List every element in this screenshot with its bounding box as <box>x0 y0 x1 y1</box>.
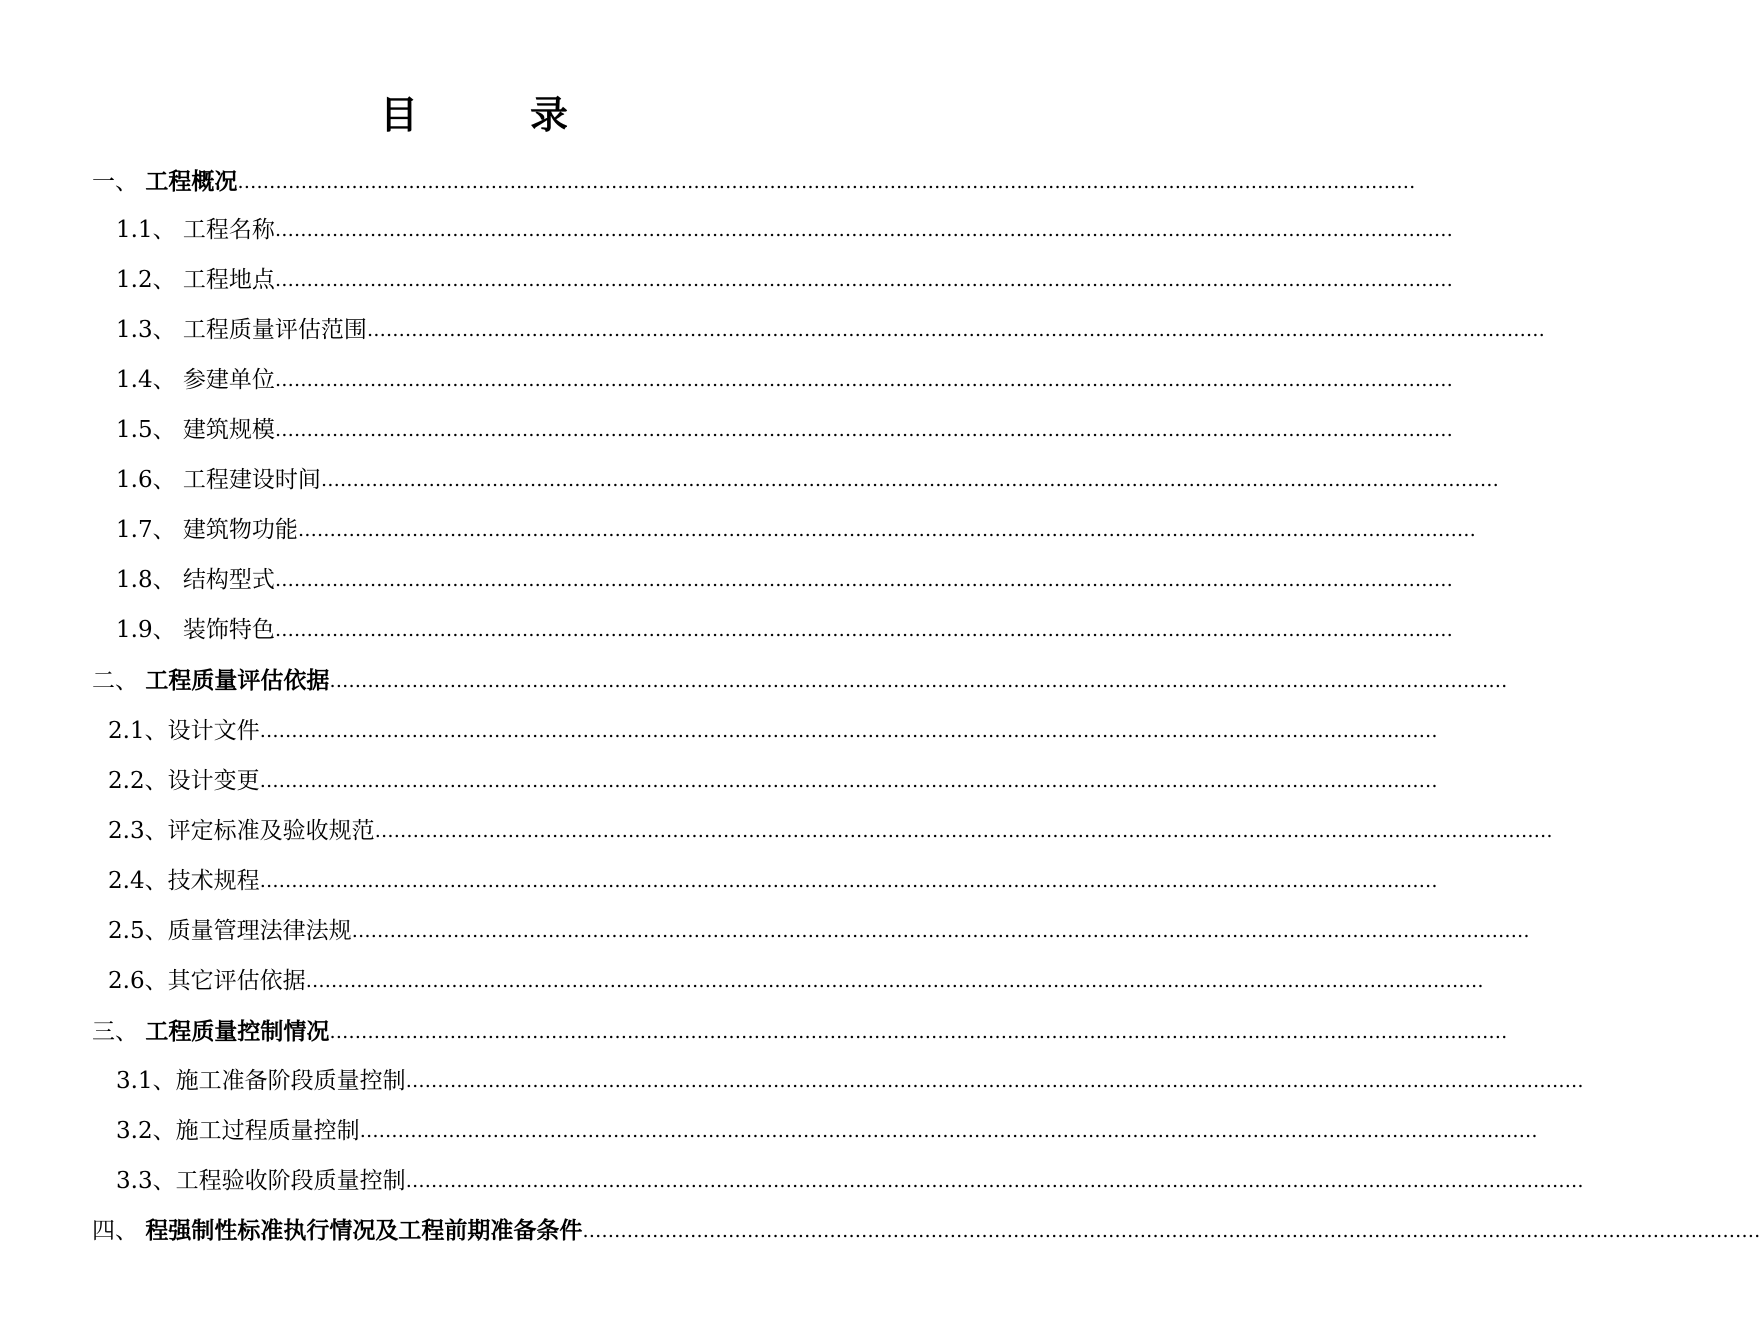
toc-separator <box>138 1012 145 1052</box>
toc-entry-2-4[interactable] <box>108 861 1438 901</box>
toc-number: 2.1、 <box>108 718 168 744</box>
toc-separator <box>176 510 183 550</box>
toc-title: 施工过程质量控制 <box>175 1118 360 1144</box>
toc-number: 2.6、 <box>108 968 168 994</box>
toc-number: 1.1、 <box>116 217 176 243</box>
toc-separator <box>176 260 183 300</box>
toc-number: 1.9、 <box>116 617 176 643</box>
toc-leader: …………………………………………………………………………………………………………………………………………………………………… <box>305 970 1484 992</box>
toc-title: 程强制性标准执行情况及工程前期准备条件 <box>145 1217 583 1244</box>
toc-entry-1[interactable] <box>92 162 1416 202</box>
toc-separator <box>138 162 145 202</box>
toc-number: 1.7、 <box>116 517 176 543</box>
toc-entry-3[interactable] <box>92 1012 1508 1052</box>
toc-title: 工程质量控制情况 <box>145 1018 330 1045</box>
toc-leader: …………………………………………………………………………………………………………………………………………………………………… <box>359 1120 1538 1142</box>
toc-number: 三、 <box>92 1019 138 1045</box>
toc-leader: …………………………………………………………………………………………………………………………………………………………………… <box>237 171 1416 193</box>
toc-number: 1.6、 <box>116 467 176 493</box>
toc-separator <box>176 460 183 500</box>
toc-entry-2[interactable] <box>92 661 1508 701</box>
toc-leader: …………………………………………………………………………………………………………………………………………………………………… <box>297 519 1476 541</box>
toc-separator <box>176 610 183 650</box>
toc-entry-2-6[interactable] <box>108 961 1484 1001</box>
toc-leader: …………………………………………………………………………………………………………………………………………………………………… <box>274 369 1453 391</box>
toc-title: 质量管理法律法规 <box>167 918 352 944</box>
page-title <box>0 84 950 139</box>
toc-title: 工程地点 <box>182 267 275 293</box>
toc-leader: …………………………………………………………………………………………………………………………………………………………………… <box>274 619 1453 641</box>
toc-title: 工程质量评估依据 <box>145 667 330 694</box>
toc-leader: …………………………………………………………………………………………………………………………………………………………………… <box>259 870 1438 892</box>
toc-title: 装饰特色 <box>182 617 275 643</box>
toc-title: 建筑物功能 <box>182 517 298 543</box>
toc-title: 结构型式 <box>182 567 275 593</box>
toc-number: 1.3、 <box>116 317 176 343</box>
toc-leader: …………………………………………………………………………………………………………………………………………………………………… <box>274 419 1453 441</box>
toc-title: 工程验收阶段质量控制 <box>175 1168 406 1194</box>
toc-entry-1-8[interactable] <box>116 560 1453 600</box>
toc-separator <box>176 560 183 600</box>
toc-leader: …………………………………………………………………………………………………………………………………………………………………… <box>351 920 1530 942</box>
toc-entry-1-5[interactable] <box>116 410 1453 450</box>
toc-leader: …………………………………………………………………………………………………………………………………………………………………… <box>405 1170 1584 1192</box>
toc-entry-3-2[interactable] <box>116 1111 1538 1151</box>
toc-title: 工程建设时间 <box>182 467 321 493</box>
toc-leader: …………………………………………………………………………………………………………………………………………………………………… <box>329 670 1508 692</box>
toc-leader: …………………………………………………………………………………………………………………………………………………………………… <box>274 569 1453 591</box>
toc-entry-1-2[interactable] <box>116 260 1453 300</box>
title-char-2: 录 <box>530 92 571 137</box>
toc-number: 1.2、 <box>116 267 176 293</box>
toc-leader: …………………………………………………………………………………………………………………………………………………………………… <box>259 720 1438 742</box>
toc-leader: …………………………………………………………………………………………………………………………………………………………………… <box>366 319 1545 341</box>
toc-separator <box>138 661 145 701</box>
toc-leader: …………………………………………………………………………………………………………………………………………………………………… <box>274 269 1453 291</box>
toc-separator <box>138 1211 145 1251</box>
toc-leader: …………………………………………………………………………………………………………………………………………………………………… <box>582 1220 1760 1242</box>
toc-leader: …………………………………………………………………………………………………………………………………………………………………… <box>274 219 1453 241</box>
toc-entry-1-4[interactable] <box>116 360 1453 400</box>
toc-separator <box>176 310 183 350</box>
toc-separator <box>176 360 183 400</box>
toc-title: 设计变更 <box>167 768 260 794</box>
toc-number: 1.5、 <box>116 417 176 443</box>
toc-title: 参建单位 <box>182 367 275 393</box>
toc-leader: …………………………………………………………………………………………………………………………………………………………………… <box>329 1021 1508 1043</box>
toc-entry-2-1[interactable] <box>108 711 1438 751</box>
toc-leader: …………………………………………………………………………………………………………………………………………………………………… <box>259 770 1438 792</box>
toc-entry-2-3[interactable] <box>108 811 1553 851</box>
toc-entry-2-2[interactable] <box>108 761 1438 801</box>
toc-title: 其它评估依据 <box>167 968 306 994</box>
toc-leader: …………………………………………………………………………………………………………………………………………………………………… <box>405 1070 1584 1092</box>
toc-entry-1-3[interactable] <box>116 310 1545 350</box>
toc-number: 1.4、 <box>116 367 176 393</box>
toc-number: 3.3、 <box>116 1168 176 1194</box>
toc-number: 2.4、 <box>108 868 168 894</box>
toc-entry-2-5[interactable] <box>108 911 1530 951</box>
toc-number: 3.2、 <box>116 1118 176 1144</box>
toc-title: 工程概况 <box>145 168 238 195</box>
toc-leader: …………………………………………………………………………………………………………………………………………………………………… <box>320 469 1499 491</box>
toc-separator <box>176 410 183 450</box>
toc-title: 技术规程 <box>167 868 260 894</box>
toc-leader: …………………………………………………………………………………………………………………………………………………………………… <box>374 820 1553 842</box>
toc-entry-3-3[interactable] <box>116 1161 1584 1201</box>
toc-title: 工程质量评估范围 <box>182 317 367 343</box>
toc-number: 3.1、 <box>116 1068 176 1094</box>
toc-number: 2.2、 <box>108 768 168 794</box>
toc-number: 四、 <box>92 1218 138 1244</box>
toc-separator <box>176 210 183 250</box>
toc-entry-1-9[interactable] <box>116 610 1453 650</box>
toc-title: 评定标准及验收规范 <box>167 818 375 844</box>
toc-entry-3-1[interactable] <box>116 1061 1584 1101</box>
toc-number: 二、 <box>92 668 138 694</box>
toc-title: 建筑规模 <box>182 417 275 443</box>
toc-number: 2.5、 <box>108 918 168 944</box>
toc-title: 设计文件 <box>167 718 260 744</box>
toc-title: 工程名称 <box>182 217 275 243</box>
toc-entry-1-7[interactable] <box>116 510 1476 550</box>
toc-entry-1-6[interactable] <box>116 460 1499 500</box>
toc-number: 1.8、 <box>116 567 176 593</box>
toc-number: 2.3、 <box>108 818 168 844</box>
title-char-1: 目 <box>379 92 420 137</box>
toc-entry-1-1[interactable] <box>116 210 1453 250</box>
toc-title: 施工准备阶段质量控制 <box>175 1068 406 1094</box>
toc-entry-4[interactable] <box>92 1211 1760 1251</box>
toc-number: 一、 <box>92 169 138 195</box>
